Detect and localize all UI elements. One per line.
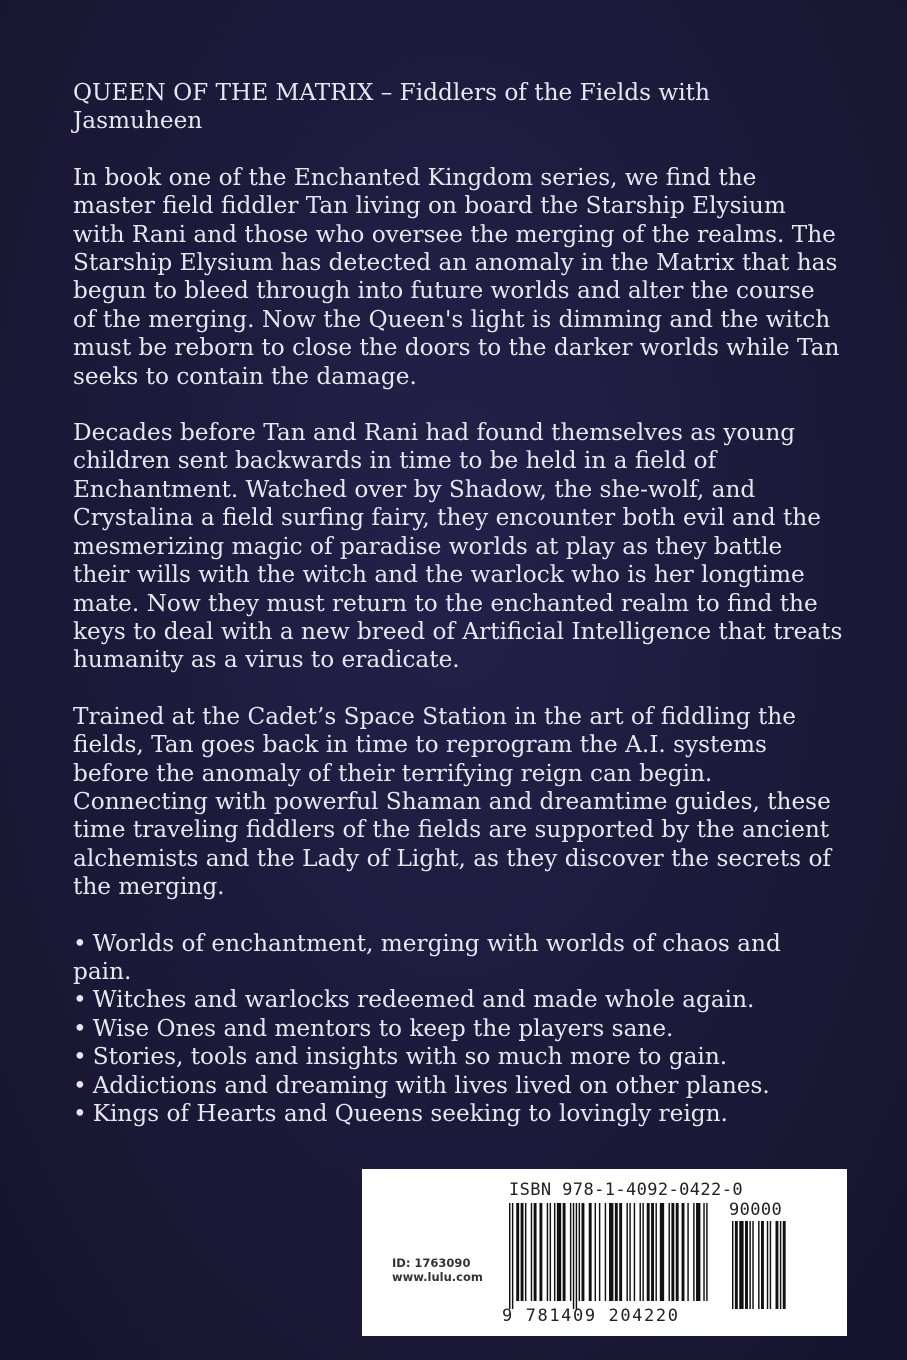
barcode-bar [605, 1203, 606, 1301]
barcode-bar [767, 1221, 768, 1309]
barcode-bar [547, 1203, 548, 1301]
feature-text: Addictions and dreaming with lives lived on other planes. [92, 1071, 770, 1099]
blurb-text [73, 79, 843, 1128]
barcode-bar [752, 1221, 753, 1309]
barcode-bar [676, 1203, 679, 1301]
book-title: QUEEN OF THE MATRIX – Fiddlers of the Fields with Jasmuheen [73, 79, 710, 135]
bullet-icon: • [73, 1071, 87, 1099]
barcode-bar [516, 1203, 519, 1301]
feature-item [73, 1043, 843, 1071]
barcode-bar [582, 1203, 585, 1301]
barcode-bar [776, 1221, 779, 1309]
barcode-digits: 9 781409 204220 [502, 1306, 680, 1326]
barcode-bar [735, 1221, 738, 1309]
barcode-bar [780, 1221, 781, 1309]
barcode-bar [512, 1203, 513, 1309]
bullet-icon: • [73, 1014, 87, 1042]
feature-text: Kings of Hearts and Queens seeking to lovingly reign. [92, 1100, 728, 1127]
barcode-bar [703, 1203, 704, 1301]
barcode-bar [669, 1203, 670, 1301]
barcode-bar [615, 1203, 618, 1301]
bullet-icon: • [73, 1043, 87, 1071]
barcode-bar [761, 1221, 764, 1309]
bullet-icon: • [73, 986, 87, 1014]
barcode-bar [758, 1221, 759, 1309]
feature-item [73, 1100, 843, 1128]
feature-text: Witches and warlocks redeemed and made whole again. [92, 986, 755, 1014]
barcode-bar [770, 1221, 771, 1309]
barcode-bar [642, 1203, 643, 1301]
barcode-bar [687, 1203, 688, 1301]
barcode-bar [660, 1203, 664, 1301]
barcode-bar [534, 1203, 537, 1301]
barcode-bar [539, 1203, 542, 1301]
barcode-bar [629, 1203, 630, 1301]
paragraph-2: Decades before Tan and Rani had found themselves as young children sent backwards in time to be held in a field of Enchantment. Watched over by Shadow, the she-wolf, and Crystalina a field surfing fairy, they encounter both evil and the mesmerizing magic of paradise worlds at play as they battle their wills with the witch and the warlock who is her longtime mate. Now they must return to the enchanted realm to find the keys to deal with a new breed of Artificial Intelligence that treats humanity as a virus to eradicate. [73, 419, 843, 674]
barcode-bar [634, 1203, 635, 1301]
bullet-icon: • [73, 929, 87, 957]
barcode-bar [573, 1203, 574, 1309]
feature-text: Worlds of enchantment, merging with worlds of chaos and pain. [73, 929, 781, 985]
barcode-bar [595, 1203, 596, 1301]
lulu-url: www.lulu.com [392, 1270, 483, 1284]
barcode-bar [609, 1203, 613, 1301]
barcode-bar [563, 1203, 566, 1301]
barcode-bar [589, 1203, 592, 1301]
lulu-id: ID: 1763090 [392, 1256, 471, 1270]
barcode-bar [749, 1221, 750, 1309]
isbn-label: ISBN 978-1-4092-0422-0 [509, 1180, 743, 1200]
barcode-bar [706, 1203, 707, 1301]
barcode-bar [651, 1203, 654, 1301]
barcode-bar [579, 1203, 580, 1301]
feature-item [73, 930, 843, 987]
price-barcode [732, 1221, 822, 1311]
barcode-bar [626, 1203, 627, 1301]
barcode-bar [599, 1203, 600, 1301]
barcode-bar [647, 1203, 650, 1301]
barcode-bar [655, 1203, 656, 1301]
barcode-bar [509, 1203, 510, 1309]
feature-list [73, 930, 843, 1129]
barcode-bar [554, 1203, 555, 1301]
lulu-id-block [392, 1256, 483, 1284]
paragraph-1: In book one of the Enchanted Kingdom series, we find the master field fiddler Tan living on board the Starship Elysium with Rani and those who oversee the merging of the realms. The Starship Elysium has detected an anomaly in the Matrix that has begun to bleed through into future worlds and alter the course of the merging. Now the Queen's light is dimming and the witch must be reborn to close the doors to the darker worlds while Tan seeks to contain the damage. [73, 163, 840, 390]
barcode-bar [739, 1221, 743, 1309]
isbn-barcode [509, 1203, 727, 1313]
barcode-bar [696, 1203, 700, 1301]
paragraph-3: Trained at the Cadet’s Space Station in the art of fiddling the fields, Tan goes back in time to reprogram the A.I. systems before the anomaly of their terrifying reign can begin. Connecting with powerful Shaman and dreamtime guides, these time traveling fiddlers of the fields are supported by the ancient alchemists and the Lady of Light, as they discover the secrets of the merging. [73, 702, 831, 901]
price-code: 90000 [729, 1200, 783, 1220]
feature-item [73, 1072, 843, 1100]
barcode-bar [671, 1203, 674, 1301]
barcode-bar [570, 1203, 571, 1301]
barcode-bar [640, 1203, 641, 1301]
barcode-bar [682, 1203, 685, 1301]
feature-text: Wise Ones and mentors to keep the players sane. [92, 1014, 674, 1042]
barcode-bar [745, 1221, 748, 1309]
barcode-bar [557, 1203, 561, 1301]
barcode-bar [525, 1203, 526, 1301]
bullet-icon: • [73, 1100, 87, 1127]
feature-text: Stories, tools and insights with so much more to gain. [92, 1043, 728, 1071]
barcode-bar [693, 1203, 694, 1301]
barcode-bar [576, 1203, 577, 1309]
barcode-bar [783, 1221, 786, 1309]
barcode-bar [619, 1203, 622, 1301]
barcode-bar [531, 1203, 532, 1301]
feature-item [73, 986, 843, 1014]
feature-item [73, 1015, 843, 1043]
barcode-bar [550, 1203, 551, 1301]
barcode-panel [362, 1169, 847, 1336]
barcode-bar [521, 1203, 524, 1301]
barcode-bar [732, 1221, 733, 1309]
